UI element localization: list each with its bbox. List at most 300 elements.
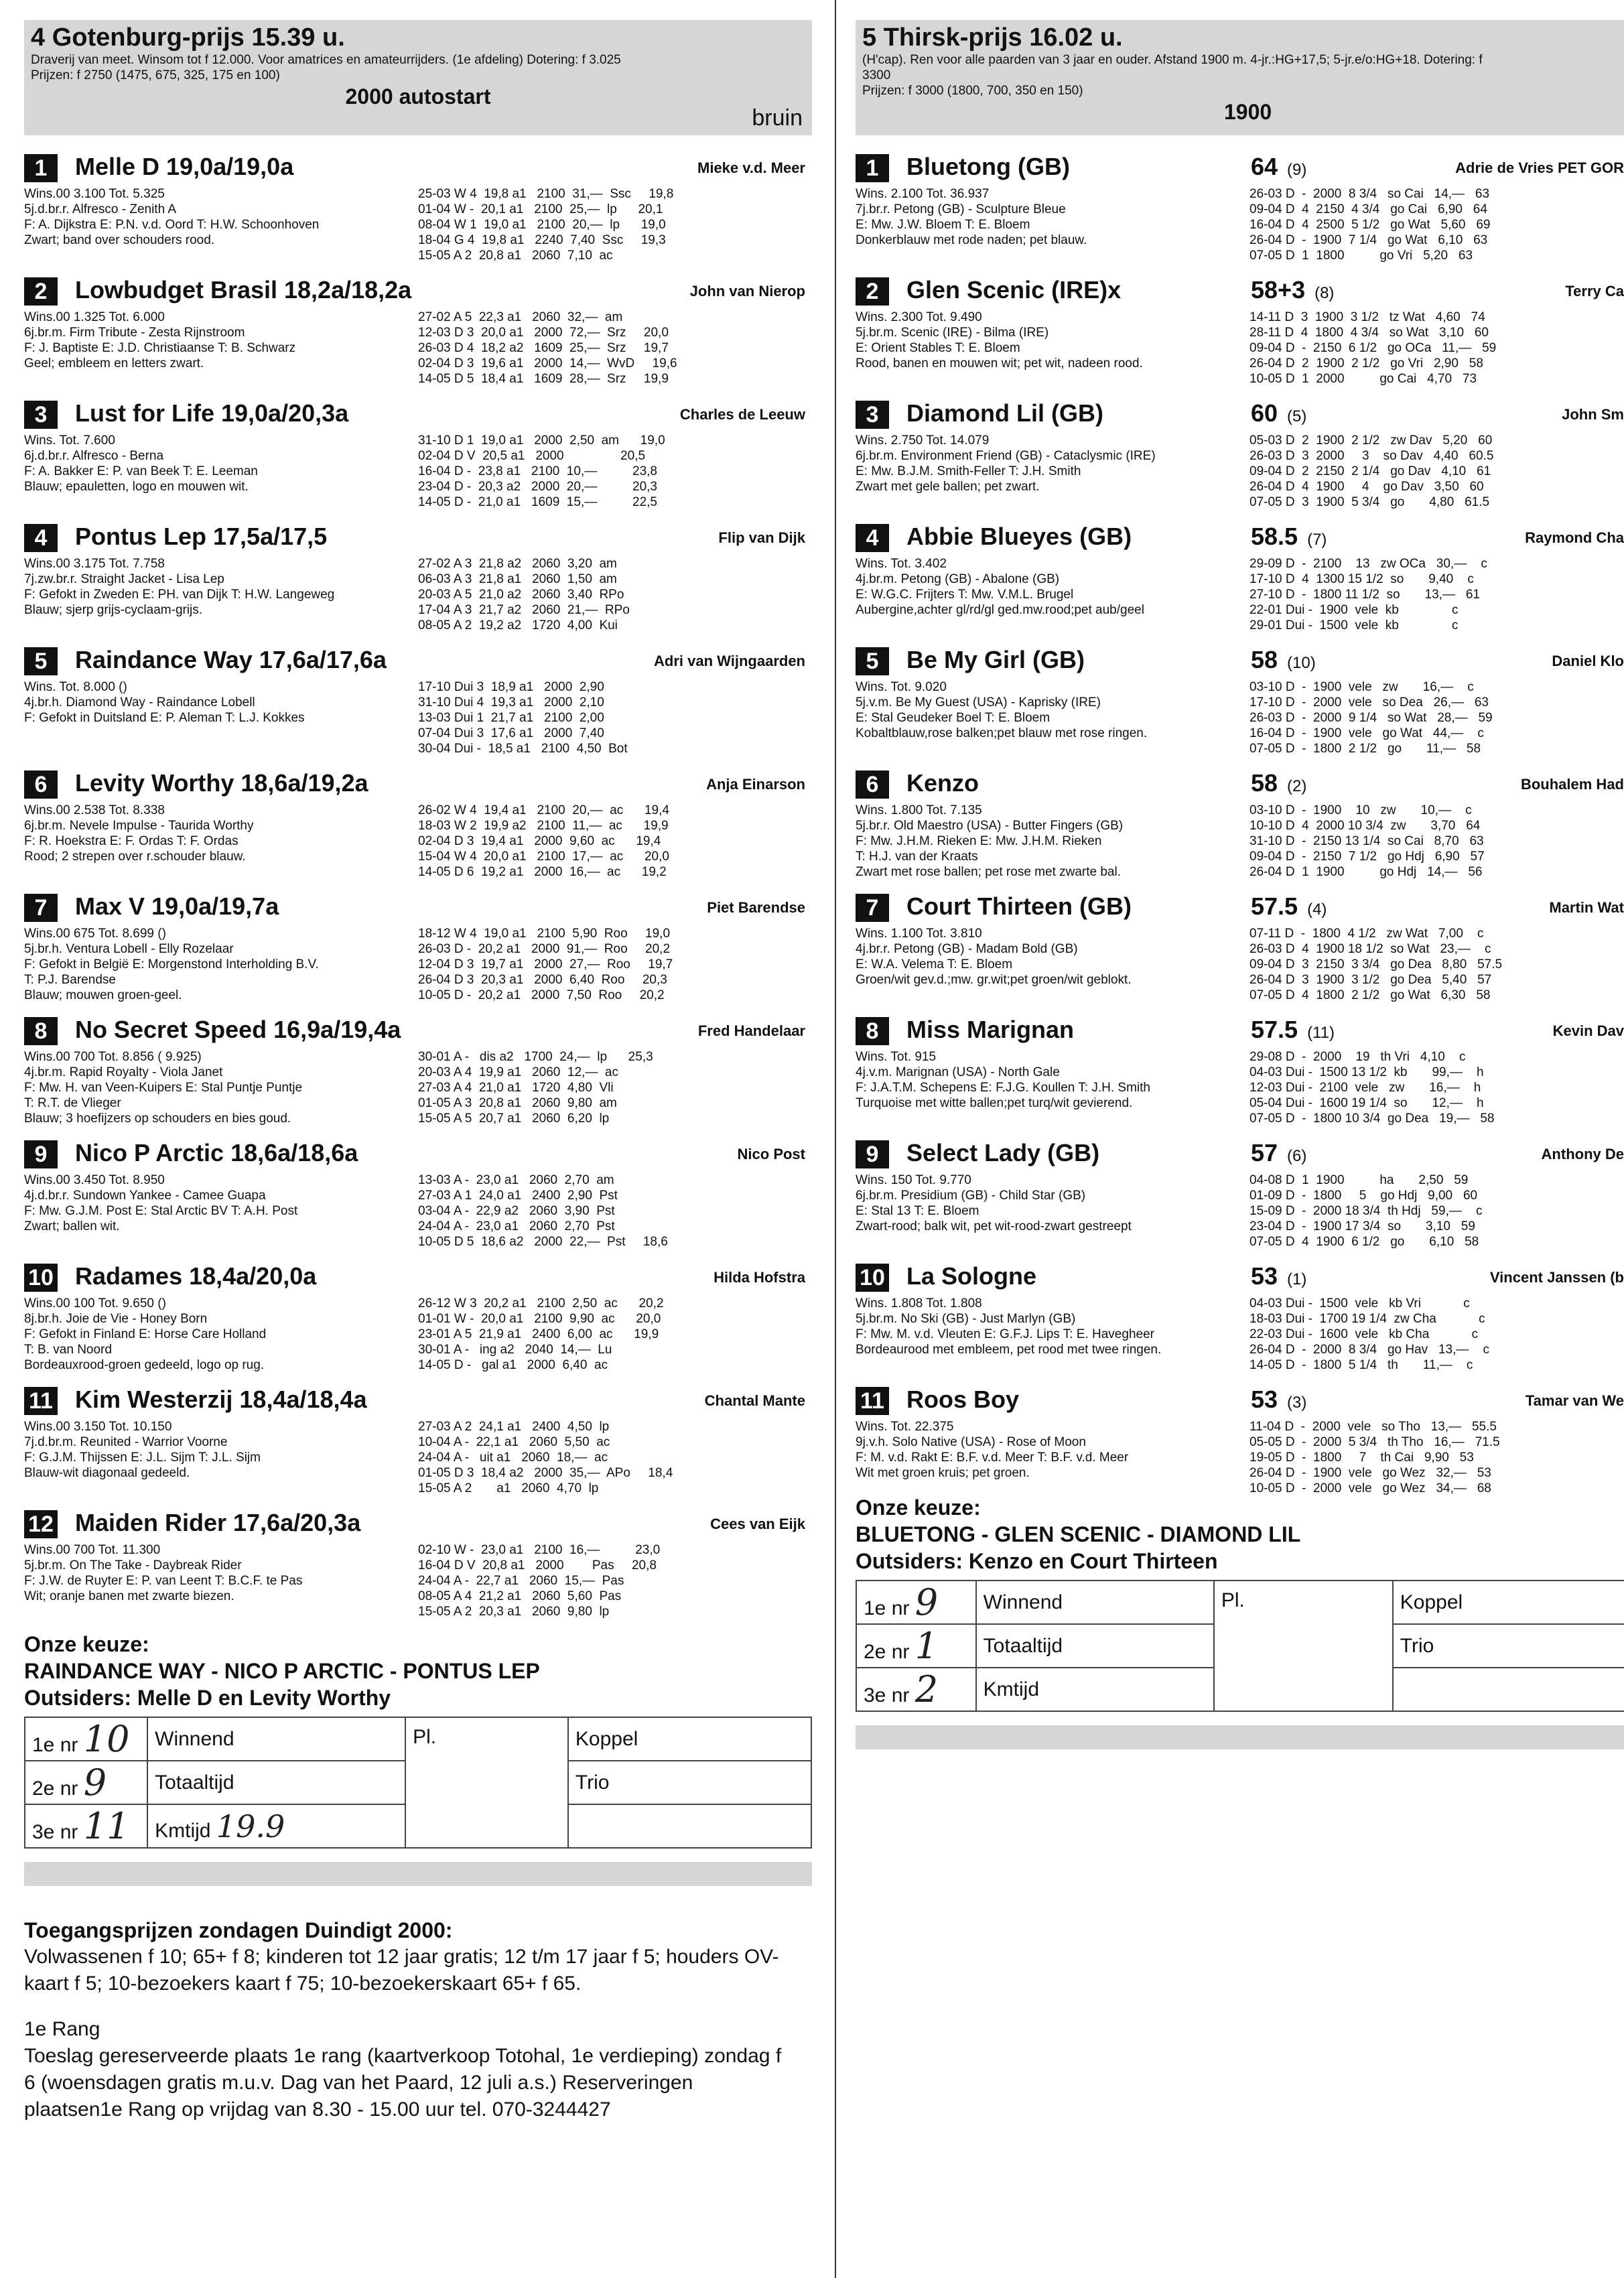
form-line: 03-10 D - 1900 10 zw 10,— c <box>1249 803 1472 817</box>
horse-number: 3 <box>24 401 58 429</box>
bet-koppel: Koppel <box>568 1717 811 1761</box>
info-line: 9j.v.h. Solo Native (USA) - Rose of Moon <box>856 1435 1086 1449</box>
horse-name: Pontus Lep 17,5a/17,5 <box>75 523 328 550</box>
horse-name: Bluetong (GB) <box>906 153 1070 180</box>
form-line: 15-05 A 2 20,3 a1 2060 9,80 lp <box>418 1605 610 1619</box>
info-line: Wins. 2.100 Tot. 36.937 <box>856 187 990 201</box>
form-table <box>418 1172 668 1250</box>
weight-value: 60 <box>1251 399 1278 427</box>
info-line: F: Mw. H. van Veen-Kuipers E: Stal Puntje Puntje <box>24 1081 303 1095</box>
bet-pl: Pl. <box>1214 1581 1393 1711</box>
info-line: Wins. 1.800 Tot. 7.135 <box>856 803 982 817</box>
info-line: T: B. van Noord <box>24 1343 112 1357</box>
info-line: 4j.br.r. Petong (GB) - Madam Bold (GB) <box>856 942 1078 956</box>
horse-weight <box>1251 276 1334 304</box>
form-line: 26-04 D - 1900 7 1/4 go Wat 6,10 63 <box>1249 233 1488 247</box>
horse-number: 10 <box>856 1264 889 1292</box>
form-table <box>1249 186 1490 263</box>
horse-number: 4 <box>24 524 58 552</box>
info-line: Wins. Tot. 9.020 <box>856 680 947 694</box>
form-line: 26-04 D 1 1900 go Hdj 14,— 56 <box>1249 865 1483 879</box>
form-line: 29-09 D - 2100 13 zw OCa 30,— c <box>1249 557 1487 571</box>
form-table <box>418 186 673 263</box>
info-line: Wins. 2.300 Tot. 9.490 <box>856 310 982 324</box>
info-line: Wins. 150 Tot. 9.770 <box>856 1173 971 1187</box>
info-line: 4j.br.m. Petong (GB) - Abalone (GB) <box>856 572 1060 586</box>
horse-entry <box>856 391 1624 515</box>
our-choice-picks: BLUETONG - GLEN SCENIC - DIAMOND LIL <box>856 1522 1301 1546</box>
info-line: E: Mw. B.J.M. Smith-Feller T: J.H. Smith <box>856 464 1081 478</box>
form-line: 15-05 A 5 20,7 a1 2060 6,20 lp <box>418 1112 610 1126</box>
jockey-name: Adri van Wijngaarden <box>654 653 805 669</box>
form-line: 25-03 W 4 19,8 a1 2100 31,— Ssc 19,8 <box>418 187 674 201</box>
info-line: Geel; embleem en letters zwart. <box>24 356 204 371</box>
horse-list <box>24 145 812 1624</box>
form-line: 27-03 A 1 24,0 a1 2400 2,90 Pst <box>418 1189 618 1203</box>
race-4-column <box>24 20 812 2123</box>
horse-number: 3 <box>856 401 889 429</box>
form-line: 26-03 D 4 18,2 a2 1609 25,— Srz 19,7 <box>418 341 669 355</box>
horse-entry <box>856 761 1624 884</box>
horse-info <box>24 803 413 864</box>
our-choice-outsiders: Outsiders: Melle D en Levity Worthy <box>24 1686 391 1710</box>
info-line: 6j.d.br.r. Alfresco - Berna <box>24 449 164 463</box>
info-line: T: H.J. van der Kraats <box>856 850 978 864</box>
our-choice <box>856 1494 1624 1574</box>
horse-entry <box>24 884 812 1008</box>
form-table <box>1249 926 1502 1003</box>
jockey-name: Terry Ca <box>1565 283 1624 299</box>
horse-entry <box>856 1378 1624 1501</box>
jockey-name: Anja Einarson <box>706 776 805 793</box>
form-line: 14-05 D - 21,0 a1 1609 15,— 22,5 <box>418 495 657 509</box>
horse-number: 9 <box>856 1140 889 1168</box>
horse-entry <box>856 145 1624 268</box>
form-line: 10-04 A - 22,1 a1 2060 5,50 ac <box>418 1435 610 1449</box>
handwritten-number: 2 <box>915 1668 939 1711</box>
info-line: 5j.br.m. No Ski (GB) - Just Marlyn (GB) <box>856 1312 1076 1326</box>
horse-weight <box>1251 1016 1335 1044</box>
form-line: 26-04 D 2 1900 2 1/2 go Vri 2,90 58 <box>1249 356 1483 371</box>
info-line: Wins.00 700 Tot. 11.300 <box>24 1543 161 1557</box>
form-line: 26-12 W 3 20,2 a1 2100 2,50 ac 20,2 <box>418 1296 664 1311</box>
form-line: 26-04 D 3 20,3 a1 2000 6,40 Roo 20,3 <box>418 973 667 987</box>
form-line: 31-10 Dui 4 19,3 a1 2000 2,10 <box>418 695 604 710</box>
bet-empty-cell <box>568 1804 811 1848</box>
form-line: 26-03 D 4 1900 18 1/2 so Wat 23,— c <box>1249 942 1491 956</box>
form-line: 27-10 D - 1800 11 1/2 so 13,— 61 <box>1249 588 1480 602</box>
form-line: 05-03 D 2 1900 2 1/2 zw Dav 5,20 60 <box>1249 433 1493 448</box>
form-table <box>418 1049 653 1126</box>
info-line: Blauw; sjerp grijs-cyclaam-grijs. <box>24 603 203 617</box>
info-line: Blauw; 3 hoefijzers op schouders en bies goud. <box>24 1112 291 1126</box>
weight-value: 58.5 <box>1251 523 1298 550</box>
bet-empty-cell <box>1393 1668 1624 1711</box>
form-line: 04-08 D 1 1900 ha 2,50 59 <box>1249 1173 1469 1187</box>
horse-entry <box>24 638 812 761</box>
horse-name: Kim Westerzij 18,4a/18,4a <box>75 1386 367 1413</box>
horse-weight <box>1251 1139 1306 1167</box>
horse-name: Miss Marignan <box>906 1016 1075 1043</box>
form-line: 19-05 D - 1800 7 th Cai 9,90 53 <box>1249 1451 1474 1465</box>
form-line: 09-04 D 2 2150 2 1/4 go Dav 4,10 61 <box>1249 464 1491 478</box>
form-line: 31-10 D - 2150 13 1/4 so Cai 8,70 63 <box>1249 834 1484 848</box>
form-line: 07-04 Dui 3 17,6 a1 2000 7,40 <box>418 726 604 740</box>
horse-name: Radames 18,4a/20,0a <box>75 1262 317 1290</box>
info-line: 5j.d.br.r. Alfresco - Zenith A <box>24 202 177 216</box>
form-table <box>418 556 630 633</box>
form-line: 22-01 Dui - 1900 vele kb c <box>1249 603 1459 617</box>
form-line: 26-03 D - 2000 9 1/4 so Wat 28,— 59 <box>1249 711 1493 725</box>
horse-entry <box>856 884 1624 1008</box>
form-line: 02-04 D 3 19,6 a1 2000 14,— WvD 19,6 <box>418 356 677 371</box>
horse-number: 2 <box>24 277 58 306</box>
horse-number: 6 <box>24 770 58 799</box>
horse-entry <box>24 391 812 515</box>
info-line: Bordeauxrood-groen gedeeld, logo op rug. <box>24 1358 265 1372</box>
draw-number: (2) <box>1287 777 1307 795</box>
horse-name: Max V 19,0a/19,7a <box>75 892 279 920</box>
bet-table <box>856 1580 1624 1712</box>
draw-number: (4) <box>1307 900 1327 919</box>
horse-number: 8 <box>24 1017 58 1045</box>
race-title: 4 Gotenburg-prijs 15.39 u. <box>31 23 345 52</box>
info-line: 4j.v.m. Marignan (USA) - North Gale <box>856 1065 1060 1079</box>
handwritten-kmtijd: 19.9 <box>216 1808 285 1845</box>
bet-kmtijd: Kmtijd 19.9 <box>147 1804 405 1848</box>
draw-number: (8) <box>1314 284 1335 302</box>
horse-info <box>24 1172 413 1234</box>
info-line: Wins. Tot. 915 <box>856 1050 937 1064</box>
info-line: Wins. 1.100 Tot. 3.810 <box>856 927 982 941</box>
info-line: F: Mw. M. v.d. Vleuten E: G.F.J. Lips T: E. Havegheer <box>856 1327 1154 1341</box>
bet-trio: Trio <box>568 1761 811 1804</box>
jockey-name: Fred Handelaar <box>697 1022 805 1039</box>
horse-number: 11 <box>24 1387 58 1415</box>
form-line: 18-03 Dui - 1700 19 1/4 zw Cha c <box>1249 1312 1485 1326</box>
horse-name: Nico P Arctic 18,6a/18,6a <box>75 1139 358 1166</box>
info-line: F: Gefokt in Zweden E: PH. van Dijk T: H.W. Langeweg <box>24 588 335 602</box>
our-choice-label: Onze keuze: <box>24 1632 149 1656</box>
horse-number: 5 <box>856 647 889 675</box>
race-distance: 2000 autostart <box>345 84 491 109</box>
form-table <box>1249 1172 1482 1250</box>
info-line: F: Gefokt in Finland E: Horse Care Holland <box>24 1327 267 1341</box>
form-line: 15-05 A 2 20,8 a1 2060 7,10 ac <box>418 249 613 263</box>
horse-info <box>856 186 1244 248</box>
form-table <box>418 1296 664 1373</box>
weight-value: 57.5 <box>1251 1016 1298 1043</box>
weight-value: 64 <box>1251 153 1278 180</box>
horse-entry <box>24 268 812 391</box>
info-line: Wins.00 3.100 Tot. 5.325 <box>24 187 165 201</box>
form-table <box>1249 433 1493 510</box>
form-line: 20-03 A 5 21,0 a2 2060 3,40 RPo <box>418 588 624 602</box>
form-line: 17-10 D - 2000 vele so Dea 26,— 63 <box>1249 695 1489 710</box>
bet-winnend: Winnend <box>976 1581 1214 1624</box>
bet-kmtijd: Kmtijd <box>976 1668 1214 1711</box>
jockey-name: Raymond Cha <box>1525 529 1624 546</box>
form-line: 14-05 D 5 18,4 a1 1609 28,— Srz 19,9 <box>418 372 669 386</box>
form-line: 16-04 D 4 2500 5 1/2 go Wat 5,60 69 <box>1249 218 1491 232</box>
jockey-name: Anthony De <box>1541 1146 1624 1162</box>
form-table <box>1249 556 1487 633</box>
form-line: 09-04 D - 2150 7 1/2 go Hdj 6,90 57 <box>1249 850 1485 864</box>
horse-info <box>24 1049 413 1126</box>
info-line: Wins.00 100 Tot. 9.650 () <box>24 1296 166 1311</box>
bet-totaaltijd: Totaaltijd <box>976 1624 1214 1668</box>
info-line: F: J. Baptiste E: J.D. Christiaanse T: B. Schwarz <box>24 341 296 355</box>
form-line: 15-04 W 4 20,0 a1 2100 17,— ac 20,0 <box>418 850 669 864</box>
form-line: 16-04 D - 1900 vele go Wat 44,— c <box>1249 726 1484 740</box>
admission-text: Volwassenen f 10; 65+ f 8; kinderen tot 12 jaar gratis; 12 t/m 17 jaar f 5; houders OV-kaart f 5; 10-bezoekers kaart f 75; 10-bezoekerskaart 65+ f 65. <box>24 1946 779 1995</box>
race-conditions: (H'cap). Ren voor alle paarden van 3 jaar en ouder. Afstand 1900 m. 4-jr.:HG+17,5; 5-jr.e/o:HG+18. Dotering: f <box>862 53 1483 67</box>
form-table <box>418 679 628 756</box>
bet-trio: Trio <box>1393 1624 1624 1668</box>
bet-pl: Pl. <box>405 1717 568 1848</box>
jockey-name: Adrie de Vries PET GOR <box>1455 159 1624 176</box>
form-line: 07-11 D - 1800 4 1/2 zw Wat 7,00 c <box>1249 927 1484 941</box>
horse-name: Raindance Way 17,6a/17,6a <box>75 646 387 673</box>
horse-entry <box>856 1254 1624 1378</box>
info-line: Aubergine,achter gl/rd/gl ged.mw.rood;pet aub/geel <box>856 603 1144 617</box>
form-line: 31-10 D 1 19,0 a1 2000 2,50 am 19,0 <box>418 433 665 448</box>
horse-info <box>856 926 1244 988</box>
horse-name: Glen Scenic (IRE)x <box>906 276 1122 304</box>
jockey-name: Piet Barendse <box>707 899 805 916</box>
form-table <box>1249 679 1493 756</box>
form-line: 11-04 D - 2000 vele so Tho 13,— 55.5 <box>1249 1420 1497 1434</box>
form-line: 12-03 Dui - 2100 vele zw 16,— h <box>1249 1081 1481 1095</box>
form-line: 01-09 D - 1800 5 go Hdj 9,00 60 <box>1249 1189 1478 1203</box>
horse-entry <box>24 761 812 884</box>
jockey-name: Vincent Janssen (b <box>1489 1269 1624 1286</box>
form-line: 18-12 W 4 19,0 a1 2100 5,90 Roo 19,0 <box>418 927 671 941</box>
form-line: 04-03 Dui - 1500 13 1/2 kb 99,— h <box>1249 1065 1484 1079</box>
info-line: 5j.br.h. Ventura Lobell - Elly Rozelaar <box>24 942 234 956</box>
info-line: E: W.A. Velema T: E. Bloem <box>856 957 1013 972</box>
form-line: 26-04 D 3 1900 3 1/2 go Dea 5,40 57 <box>1249 973 1492 987</box>
horse-number: 9 <box>24 1140 58 1168</box>
form-table <box>418 803 669 880</box>
info-line: Wins. Tot. 3.402 <box>856 557 947 571</box>
horse-list <box>856 145 1624 1501</box>
horse-entry <box>856 1131 1624 1254</box>
bet-row-label: 3e nr 11 <box>25 1804 147 1848</box>
form-line: 26-02 W 4 19,4 a1 2100 20,— ac 19,4 <box>418 803 669 817</box>
form-line: 15-05 A 2 a1 2060 4,70 lp <box>418 1481 599 1495</box>
info-line: E: Mw. J.W. Bloem T: E. Bloem <box>856 218 1030 232</box>
horse-info <box>856 1049 1244 1111</box>
horse-number: 5 <box>24 647 58 675</box>
race-distance: 1900 <box>1224 100 1272 124</box>
form-table <box>418 1542 660 1619</box>
form-line: 27-02 A 5 22,3 a1 2060 32,— am <box>418 310 623 324</box>
handwritten-number: 10 <box>83 1718 130 1760</box>
horse-info <box>856 556 1244 618</box>
form-line: 07-05 D 4 1800 2 1/2 go Wat 6,30 58 <box>1249 988 1491 1002</box>
horse-name: Lowbudget Brasil 18,2a/18,2a <box>75 276 412 304</box>
form-table <box>1249 803 1485 880</box>
draw-number: (3) <box>1287 1394 1307 1412</box>
weight-value: 58 <box>1251 769 1278 797</box>
form-line: 30-01 A - ing a2 2040 14,— Lu <box>418 1343 612 1357</box>
info-line: Wins.00 700 Tot. 8.856 ( 9.925) <box>24 1050 202 1064</box>
draw-number: (7) <box>1307 531 1327 549</box>
horse-info <box>24 926 413 1003</box>
bet-row-label: 2e nr 9 <box>25 1761 147 1804</box>
form-table <box>418 433 665 510</box>
grey-separator <box>856 1725 1624 1749</box>
horse-weight <box>1251 1262 1306 1290</box>
info-line: Wins. Tot. 8.000 () <box>24 680 127 694</box>
form-line: 04-03 Dui - 1500 vele kb Vri c <box>1249 1296 1470 1311</box>
form-line: 10-05 D - 20,2 a1 2000 7,50 Roo 20,2 <box>418 988 665 1002</box>
horse-name: Levity Worthy 18,6a/19,2a <box>75 769 368 797</box>
form-line: 14-05 D - gal a1 2000 6,40 ac <box>418 1358 608 1372</box>
weight-value: 53 <box>1251 1386 1278 1413</box>
race-prizes: Prijzen: f 2750 (1475, 675, 325, 175 en 100) <box>31 68 280 82</box>
form-line: 13-03 Dui 1 21,7 a1 2100 2,00 <box>418 711 604 725</box>
bet-row-label: 1e nr 9 <box>856 1581 976 1624</box>
form-line: 14-11 D 3 1900 3 1/2 tz Wat 4,60 74 <box>1249 310 1485 324</box>
form-line: 10-05 D 1 2000 go Cai 4,70 73 <box>1249 372 1477 386</box>
race-dotation: 3300 <box>862 68 891 82</box>
info-line: 7j.br.r. Petong (GB) - Sculpture Bleue <box>856 202 1066 216</box>
horse-number: 11 <box>856 1387 889 1415</box>
bet-winnend: Winnend <box>147 1717 405 1761</box>
info-line: 6j.br.m. Environment Friend (GB) - Cataclysmic (IRE) <box>856 449 1156 463</box>
admission-heading: Toegangsprijzen zondagen Duindigt 2000: <box>24 1918 453 1942</box>
weight-value: 57.5 <box>1251 892 1298 920</box>
horse-name: La Sologne <box>906 1262 1037 1290</box>
bet-table <box>24 1717 812 1849</box>
jockey-name: Martin Wat <box>1549 899 1624 916</box>
jockey-name: Mieke v.d. Meer <box>697 159 805 176</box>
form-line: 07-05 D 3 1900 5 3/4 go 4,80 61.5 <box>1249 495 1490 509</box>
our-choice-label: Onze keuze: <box>856 1495 981 1520</box>
horse-info <box>24 1296 413 1373</box>
info-line: F: Mw. G.J.M. Post E: Stal Arctic BV T: A.H. Post <box>24 1204 298 1218</box>
form-line: 26-03 D 3 2000 3 so Dav 4,40 60.5 <box>1249 449 1494 463</box>
info-line: E: Stal Geudeker Boel T: E. Bloem <box>856 711 1051 725</box>
draw-number: (9) <box>1287 161 1307 179</box>
info-line: Kobaltblauw,rose balken;pet blauw met rose ringen. <box>856 726 1148 740</box>
form-line: 30-01 A - dis a2 1700 24,— lp 25,3 <box>418 1050 653 1064</box>
horse-number: 12 <box>24 1510 58 1538</box>
form-line: 12-04 D 3 19,7 a1 2000 27,— Roo 19,7 <box>418 957 673 972</box>
form-line: 23-04 D - 1900 17 3/4 so 3,10 59 <box>1249 1219 1475 1233</box>
horse-weight <box>1251 1386 1306 1414</box>
weight-value: 53 <box>1251 1262 1278 1290</box>
info-line: 6j.br.m. Presidium (GB) - Child Star (GB) <box>856 1189 1086 1203</box>
info-line: Zwart; ballen wit. <box>24 1219 120 1233</box>
info-line: F: Gefokt in België E: Morgenstond Interholding B.V. <box>24 957 319 972</box>
horse-name: Maiden Rider 17,6a/20,3a <box>75 1509 361 1536</box>
horse-number: 8 <box>856 1017 889 1045</box>
info-line: F: R. Hoekstra E: F. Ordas T: F. Ordas <box>24 834 239 848</box>
horse-number: 1 <box>856 154 889 182</box>
horse-entry <box>24 515 812 638</box>
admission-info <box>24 1917 788 2123</box>
horse-name: Diamond Lil (GB) <box>906 399 1103 427</box>
form-line: 10-10 D 4 2000 10 3/4 zw 3,70 64 <box>1249 819 1481 833</box>
horse-name: Kenzo <box>906 769 979 797</box>
form-line: 07-05 D 1 1800 go Vri 5,20 63 <box>1249 249 1473 263</box>
weight-value: 58+3 <box>1251 276 1306 304</box>
form-line: 05-04 Dui - 1600 19 1/4 so 12,— h <box>1249 1096 1484 1110</box>
info-line: 4j.br.m. Rapid Royalty - Viola Janet <box>24 1065 223 1079</box>
info-line: Zwart; band over schouders rood. <box>24 233 215 247</box>
info-line: Wins.00 3.175 Tot. 7.758 <box>24 557 165 571</box>
handwritten-number: 1 <box>915 1625 939 1667</box>
form-line: 01-04 W - 20,1 a1 2100 25,— lp 20,1 <box>418 202 663 216</box>
form-line: 26-04 D - 2000 8 3/4 go Hav 13,— c <box>1249 1343 1490 1357</box>
info-line: 7j.d.br.m. Reunited - Warrior Voorne <box>24 1435 228 1449</box>
jockey-name: Cees van Eijk <box>710 1516 805 1532</box>
jockey-name: Bouhalem Had <box>1520 776 1624 793</box>
form-table <box>1249 310 1496 387</box>
draw-number: (11) <box>1307 1024 1335 1042</box>
horse-weight <box>1251 892 1327 921</box>
form-line: 30-04 Dui - 18,5 a1 2100 4,50 Bot <box>418 742 628 756</box>
form-line: 24-04 A - 22,7 a1 2060 15,— Pas <box>418 1574 624 1588</box>
form-line: 06-03 A 3 21,8 a1 2060 1,50 am <box>418 572 617 586</box>
info-line: Wins. Tot. 22.375 <box>856 1420 954 1434</box>
form-line: 01-01 W - 20,0 a1 2100 9,90 ac 20,0 <box>418 1312 661 1326</box>
bet-row-label: 3e nr 2 <box>856 1668 976 1711</box>
form-line: 24-04 A - uit a1 2060 18,— ac <box>418 1451 608 1465</box>
form-line: 16-04 D V 20,8 a1 2000 Pas 20,8 <box>418 1558 657 1572</box>
form-line: 13-03 A - 23,0 a1 2060 2,70 am <box>418 1173 614 1187</box>
horse-number: 2 <box>856 277 889 306</box>
form-line: 29-08 D - 2000 19 th Vri 4,10 c <box>1249 1050 1466 1064</box>
info-line: F: M. v.d. Rakt E: B.F. v.d. Meer T: B.F. v.d. Meer <box>856 1451 1129 1465</box>
race-conditions: Draverij van meet. Winsom tot f 12.000. Voor amatrices en amateurrijders. (1e afdeling) Dotering: f 3.025 <box>31 53 621 67</box>
race-header <box>856 20 1624 135</box>
form-line: 17-04 A 3 21,7 a2 2060 21,— RPo <box>418 603 630 617</box>
horse-info <box>856 803 1244 880</box>
info-line: F: Gefokt in Duitsland E: P. Aleman T: L.J. Kokkes <box>24 711 305 725</box>
race-color-label: bruin <box>752 105 803 131</box>
horse-entry <box>24 1378 812 1501</box>
bet-row-label: 2e nr 1 <box>856 1624 976 1668</box>
form-line: 10-05 D - 2000 vele go Wez 34,— 68 <box>1249 1481 1491 1495</box>
form-line: 01-05 D 3 18,4 a2 2000 35,— APo 18,4 <box>418 1466 673 1480</box>
form-line: 07-05 D - 1800 10 3/4 go Dea 19,— 58 <box>1249 1112 1495 1126</box>
horse-info <box>24 1542 413 1604</box>
first-rank-heading: 1e Rang <box>24 2018 100 2040</box>
info-line: Wit met groen kruis; pet groen. <box>856 1466 1030 1480</box>
form-line: 08-05 A 2 19,2 a2 1720 4,00 Kui <box>418 618 618 632</box>
info-line: Wins.00 2.538 Tot. 8.338 <box>24 803 165 817</box>
form-line: 07-05 D - 1800 2 1/2 go 11,— 58 <box>1249 742 1481 756</box>
form-line: 26-03 D - 2000 8 3/4 so Cai 14,— 63 <box>1249 187 1490 201</box>
horse-info <box>856 310 1244 371</box>
form-line: 09-04 D 4 2150 4 3/4 go Cai 6,90 64 <box>1249 202 1487 216</box>
info-line: Blauw-wit diagonaal gedeeld. <box>24 1466 190 1480</box>
info-line: F: J.W. de Ruyter E: P. van Leent T: B.C.F. te Pas <box>24 1574 303 1588</box>
info-line: 6j.br.m. Firm Tribute - Zesta Rijnstroom <box>24 326 245 340</box>
form-line: 16-04 D - 23,8 a1 2100 10,— 23,8 <box>418 464 657 478</box>
form-line: 09-04 D 3 2150 3 3/4 go Dea 8,80 57.5 <box>1249 957 1503 972</box>
jockey-name: Chantal Mante <box>704 1392 805 1409</box>
form-line: 07-05 D 4 1900 6 1/2 go 6,10 58 <box>1249 1235 1479 1249</box>
horse-entry <box>24 1501 812 1624</box>
horse-weight <box>1251 153 1306 181</box>
form-line: 03-10 D - 1900 vele zw 16,— c <box>1249 680 1474 694</box>
info-line: 5j.br.r. Old Maestro (USA) - Butter Fingers (GB) <box>856 819 1124 833</box>
